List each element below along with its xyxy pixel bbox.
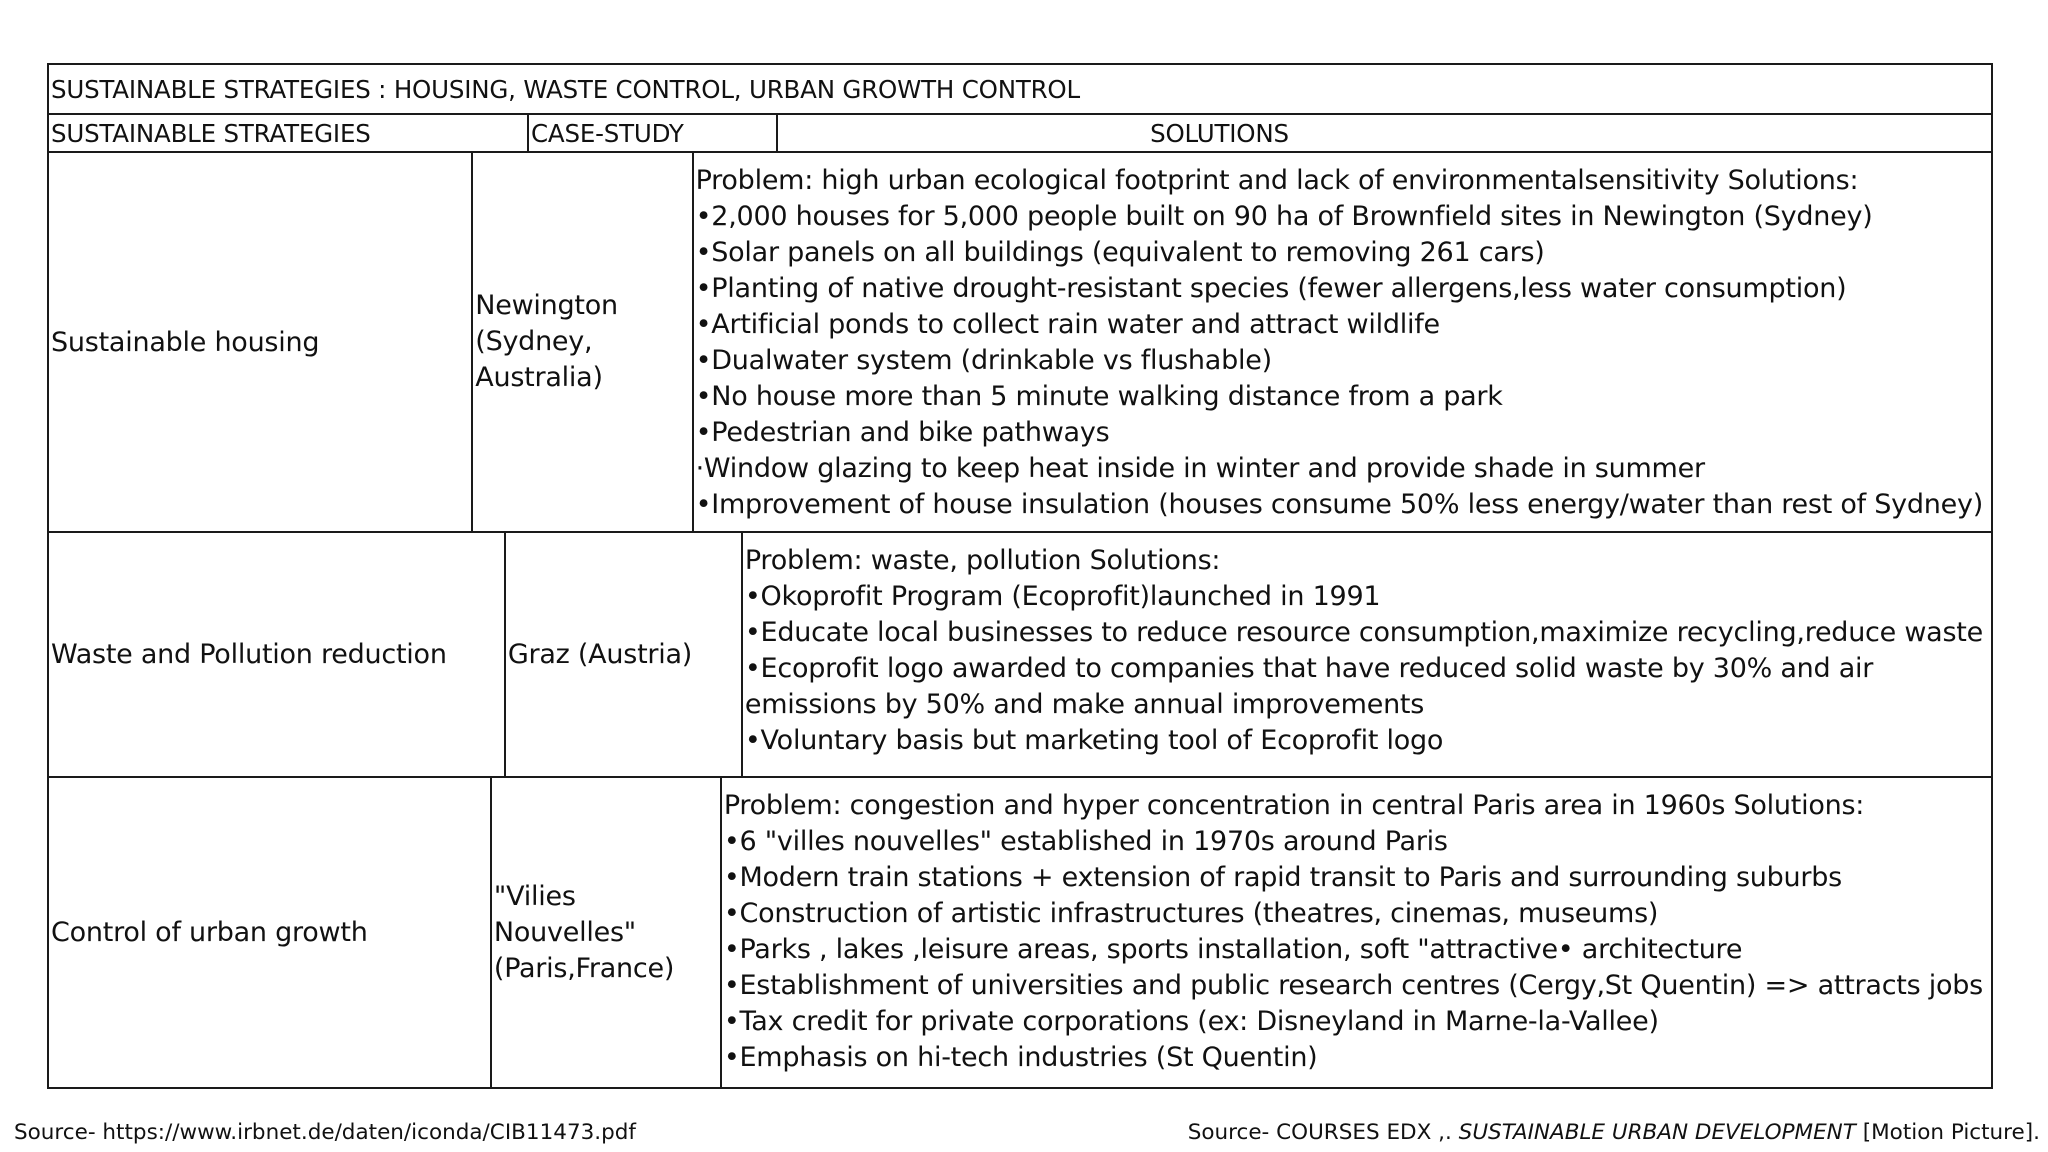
solution-line: •Parks , lakes ,leisure areas, sports installation, soft "attractive• architecture xyxy=(723,934,1743,965)
header-solutions: SOLUTIONS xyxy=(1150,118,1289,148)
case-study-text: Newington (Sydney, Australia) xyxy=(475,290,618,393)
solution-line: •Voluntary basis but marketing tool of Ecoprofit logo xyxy=(744,725,1444,756)
solution-line: •Pedestrian and bike pathways xyxy=(695,417,1110,448)
solution-line: •Emphasis on hi-tech industries (St Quentin) xyxy=(723,1042,1318,1073)
solution-line: ·Window glazing to keep heat inside in winter and provide shade in summer xyxy=(695,453,1705,484)
table-row xyxy=(49,533,1991,778)
solution-line: •Planting of native drought-resistant species (fewer allergens,less water consumption) xyxy=(695,273,1847,304)
solution-line: •Educate local businesses to reduce resource consumption,maximize recycling,reduce waste xyxy=(744,617,1983,648)
solution-line: •Tax credit for private corporations (ex: Disneyland in Marne-la-Vallee) xyxy=(723,1006,1659,1037)
solution-line: •Construction of artistic infrastructures (theatres, cinemas, museums) xyxy=(723,898,1659,929)
source-right-title: SUSTAINABLE URBAN DEVELOPMENT xyxy=(1458,1120,1856,1145)
source-left: Source- https://www.irbnet.de/daten/iconda/CIB11473.pdf xyxy=(14,1120,636,1145)
solution-line: •Ecoprofit logo awarded to companies that have reduced solid waste by 30% and air emissions by 50% and make annual improvements xyxy=(744,653,1874,720)
solutions-cell xyxy=(694,153,1991,531)
case-study-cell xyxy=(506,533,743,776)
strategy-cell xyxy=(49,153,473,531)
solution-line: Problem: congestion and hyper concentration in central Paris area in 1960s Solutions: xyxy=(723,790,1865,821)
solution-line: •Improvement of house insulation (houses consume 50% less energy/water than rest of Sydney) xyxy=(695,489,1983,520)
strategy-text: Control of urban growth xyxy=(51,917,368,948)
solution-line: Problem: high urban ecological footprint and lack of environmentalsensitivity Solutions: xyxy=(695,165,1859,196)
solution-line: •Okoprofit Program (Ecoprofit)launched in 1991 xyxy=(744,581,1381,612)
strategy-text: Sustainable housing xyxy=(51,326,320,358)
source-right-suffix: [Motion Picture]. xyxy=(1855,1120,2040,1145)
table-row xyxy=(49,153,1991,533)
solution-line: •Establishment of universities and public research centres (Cergy,St Quentin) => attracts jobs xyxy=(723,970,1983,1001)
header-case-study: CASE-STUDY xyxy=(529,115,778,151)
case-study-text: "Vilies Nouvelles" (Paris,France) xyxy=(493,880,675,984)
solutions-cell xyxy=(743,533,1991,776)
solution-line: •Artificial ponds to collect rain water and attract wildlife xyxy=(695,309,1440,340)
solution-line: Problem: waste, pollution Solutions: xyxy=(744,545,1221,576)
table-header-row xyxy=(49,115,1991,153)
source-right xyxy=(1188,1120,2040,1145)
header-strategies: SUSTAINABLE STRATEGIES xyxy=(49,115,529,151)
source-right-prefix: Source- COURSES EDX ,. xyxy=(1187,1120,1459,1145)
solution-line: •Solar panels on all buildings (equivalent to removing 261 cars) xyxy=(695,237,1545,268)
solution-line: •Modern train stations + extension of rapid transit to Paris and surrounding suburbs xyxy=(723,862,1842,893)
solution-line: •2,000 houses for 5,000 people built on 90 ha of Brownfield sites in Newington (Sydney) xyxy=(695,201,1873,232)
strategies-table xyxy=(47,63,1993,1089)
solutions-cell xyxy=(722,778,1991,1087)
solution-line: •Dualwater system (drinkable vs flushable) xyxy=(695,345,1272,376)
table-title: SUSTAINABLE STRATEGIES : HOUSING, WASTE CONTROL, URBAN GROWTH CONTROL xyxy=(49,65,1991,115)
solution-line: •No house more than 5 minute walking distance from a park xyxy=(695,381,1503,412)
case-study-cell xyxy=(473,153,693,531)
strategy-cell xyxy=(49,778,492,1087)
solution-line: •6 "villes nouvelles" established in 1970s around Paris xyxy=(723,826,1448,857)
table-row xyxy=(49,778,1991,1087)
case-study-text: Graz (Austria) xyxy=(507,638,693,670)
strategy-text: Waste and Pollution reduction xyxy=(51,639,447,670)
strategy-cell xyxy=(49,533,506,776)
case-study-cell xyxy=(492,778,722,1087)
